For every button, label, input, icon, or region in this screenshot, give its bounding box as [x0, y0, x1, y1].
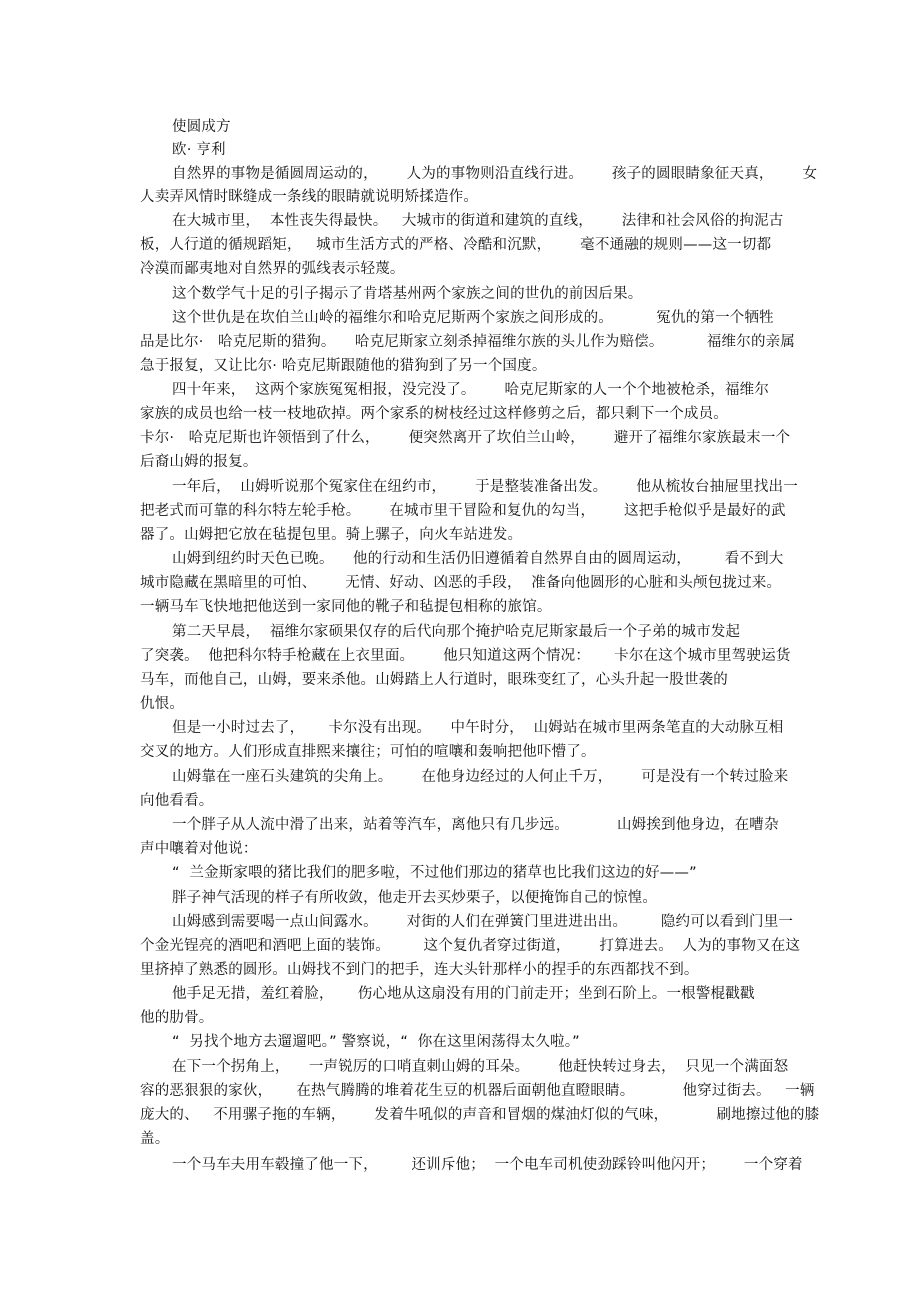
- paragraph-line: 人卖弄风情时眯缝成一条线的眼睛就说明矫揉造作。: [140, 189, 479, 205]
- paragraph-line: 声中嚷着对他说：: [140, 841, 258, 857]
- paragraph-line: 器了。山姆把它放在毡提包里。骑上骡子，向火车站进发。: [140, 527, 523, 543]
- paragraph-line: 卡尔· 哈克尼斯也许领悟到了什么， 便突然离开了坎伯兰山岭， 避开了福维尔家族最末一个: [140, 430, 791, 446]
- paragraph-line: “ 另找个地方去遛遛吧。” 警察说，“ 你在这里闲荡得太久啦。”: [172, 1034, 580, 1050]
- paragraph-line: 四十年来， 这两个家族冤冤相报，没完没了。 哈克尼斯家的人一个个地被枪杀，福维尔: [172, 382, 770, 398]
- paragraph-line: 马车，而他自己，山姆，要来杀他。山姆踏上人行道时，眼珠变红了，心头升起一股世袭的: [140, 672, 728, 688]
- paragraph-line: 在大城市里， 本性丧失得最快。 大城市的街道和建筑的直线， 法律和社会风俗的拘泥古: [172, 213, 784, 229]
- paragraph-line: 山姆感到需要喝一点山间露水。 对街的人们在弹簧门里进进出出。 隐约可以看到门里一: [172, 914, 794, 930]
- paragraph-line: 一年后， 山姆听说那个冤家住在纽约市， 于是整装准备出发。 他从梳妆台抽屉里找出一: [172, 479, 798, 495]
- paragraph-line: 但是一小时过去了， 卡尔没有出现。 中午时分， 山姆站在城市里两条笔直的大动脉互相: [172, 720, 784, 736]
- paragraph-line: 里挤掉了熟悉的圆形。山姆找不到门的把手，连大头针那样小的捏手的东西都找不到。: [140, 962, 699, 978]
- paragraph-line: 了突袭。 他把科尔特手枪藏在上衣里面。 他只知道这两个情况： 卡尔在这个城市里驾驶运货: [140, 648, 791, 664]
- document-author: 欧· 亨利: [172, 142, 226, 158]
- paragraph-line: 个金光锃亮的酒吧和酒吧上面的装饰。 这个复仇者穿过街道， 打算进去。 人为的事物又在这: [140, 938, 801, 954]
- paragraph-line: 盖。: [140, 1131, 170, 1147]
- paragraph-line: 胖子神气活现的样子有所收敛，他走开去买炒栗子，以便掩饰自己的惊惶。: [172, 890, 658, 906]
- paragraph-line: 急于报复，又让比尔· 哈克尼斯跟随他的猎狗到了另一个国度。: [140, 358, 547, 374]
- paragraph-line: 把老式而可靠的科尔特左轮手枪。 在城市里干冒险和复仇的勾当， 这把手枪似乎是最好的武: [140, 503, 786, 519]
- paragraph-line: 向他看看。: [140, 793, 214, 809]
- document-title: 使圆成方: [172, 119, 231, 135]
- paragraph-line: 冷漠而鄙夷地对自然界的弧线表示轻蔑。: [140, 261, 405, 277]
- paragraph-line: “ 兰金斯家喂的猪比我们的肥多啦，不过他们那边的猪草也比我们这边的好——”: [172, 865, 697, 881]
- paragraph-line: 一个胖子从人流中滑了出来，站着等汽车，离他只有几步远。 山姆挨到他身边，在嘈杂: [172, 817, 779, 833]
- paragraph-line: 这个数学气十足的引子揭示了肯塔基州两个家族之间的世仇的前因后果。: [172, 286, 643, 302]
- paragraph-line: 城市隐藏在黑暗里的可怕、 无情、好动、凶恶的手段， 准备向他圆形的心脏和头颅包拢过来。: [140, 575, 782, 591]
- paragraph-line: 第二天早晨， 福维尔家硕果仅存的后代向那个掩护哈克尼斯家最后一个子弟的城市发起: [172, 624, 741, 640]
- paragraph-line: 后裔山姆的报复。: [140, 454, 258, 470]
- paragraph-line: 一个马车夫用车毂撞了他一下， 还训斥他； 一个电车司机使劲踩铃叫他闪开； 一个穿着: [172, 1157, 803, 1173]
- paragraph-line: 庞大的、 不用骡子拖的车辆， 发着牛吼似的声音和冒烟的煤油灯似的气味， 刷地擦过他的膝: [140, 1107, 820, 1123]
- paragraph-line: 板，人行道的循规蹈矩， 城市生活方式的严格、冷酷和沉默， 毫不通融的规则——这一切都: [140, 237, 772, 253]
- paragraph-line: 交叉的地方。人们形成直排熙来攘往；可怕的喧嚷和轰响把他吓懵了。: [140, 744, 596, 760]
- paragraph-line: 家族的成员也给一枝一枝地砍掉。两个家系的树枝经过这样修剪之后，都只剩下一个成员。: [140, 406, 728, 422]
- paragraph-line: 品是比尔· 哈克尼斯的猎狗。 哈克尼斯家立刻杀掉福维尔族的头儿作为赔偿。 福维尔的亲属: [140, 334, 796, 350]
- paragraph-line: 他手足无措，羞红着脸， 伤心地从这扇没有用的门前走开；坐到石阶上。一根警棍戳戳: [172, 986, 755, 1002]
- paragraph-line: 他的肋骨。: [140, 1010, 214, 1026]
- paragraph-line: 山姆到纽约时天色已晚。 他的行动和生活仍旧遵循着自然界自由的圆周运动， 看不到大: [172, 551, 784, 567]
- paragraph-line: 这个世仇是在坎伯兰山岭的福维尔和哈克尼斯两个家族之间形成的。 冤仇的第一个牺牲: [172, 310, 774, 326]
- paragraph-line: 一辆马车飞快地把他送到一家同他的靴子和毡提包相称的旅馆。: [140, 599, 552, 615]
- paragraph-line: 在下一个拐角上， 一声锐厉的口哨直刺山姆的耳朵。 他赶快转过身去， 只见一个满面怒: [172, 1059, 789, 1075]
- paragraph-line: 容的恶狠狠的家伙， 在热气腾腾的堆着花生豆的机器后面朝他直瞪眼睛。 他穿过街去。 一辆: [140, 1083, 815, 1099]
- paragraph-line: 山姆靠在一座石头建筑的尖角上。 在他身边经过的人何止千万， 可是没有一个转过脸来: [172, 769, 789, 785]
- paragraph-line: 自然界的事物是循圆周运动的， 人为的事物则沿直线行进。 孩子的圆眼睛象征天真， 女: [172, 166, 818, 182]
- paragraph-line: 仇恨。: [140, 696, 185, 712]
